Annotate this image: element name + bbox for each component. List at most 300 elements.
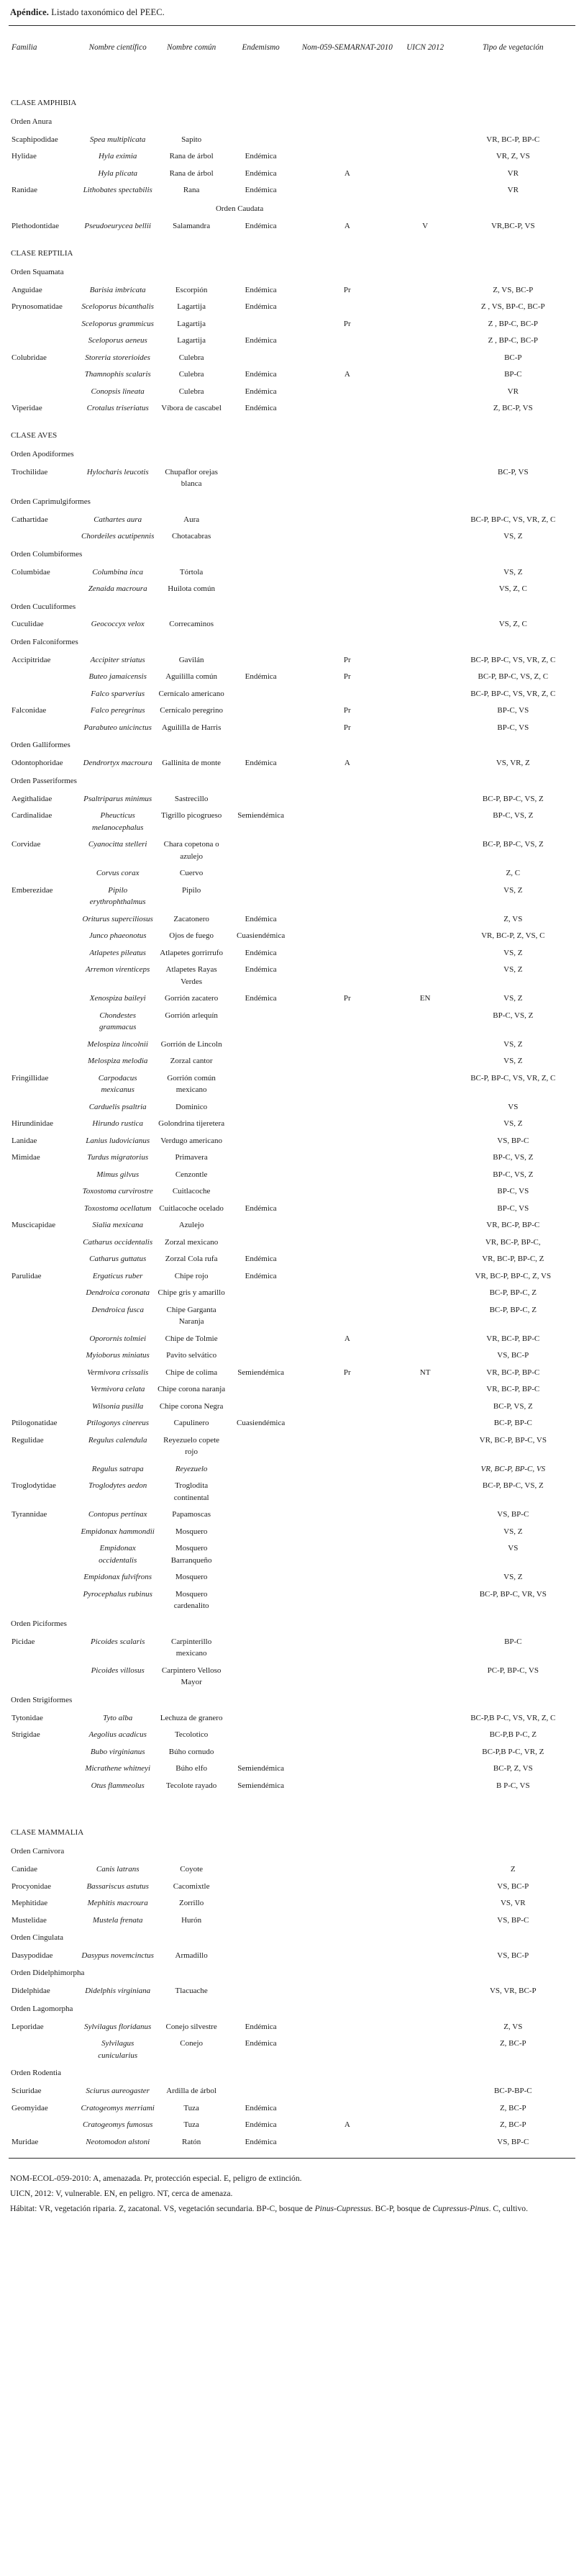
footnote-line: Hábitat: VR, vegetación riparia. Z, zacatonal. VS, vegetación secundaria. BP-C, bosque de Pinus-Cupressus. BC-P, bosque de Cupressus-Pinus. C, cultivo.: [10, 2203, 529, 2213]
cell-familia: [9, 166, 80, 183]
cell-cientifico: Catharus guttatus: [89, 1255, 147, 1264]
column-header-endemismo: Endemismo: [242, 43, 280, 52]
cell-uicn: [400, 1398, 451, 1416]
cell-nom059: [295, 564, 400, 582]
cell-uicn: [400, 333, 451, 350]
cell-uicn: [400, 686, 451, 703]
cell-familia: Anguidae: [12, 285, 42, 294]
cell-endemismo: [227, 512, 295, 529]
cell-endemismo: [227, 1099, 295, 1116]
cell-comun: Chipe de colima: [165, 1368, 218, 1377]
cell-uicn: [400, 1331, 451, 1348]
cell-nom059: [295, 1116, 400, 1133]
cell-endemismo: Endémica: [245, 2022, 277, 2031]
species-row: [9, 1365, 575, 1382]
cell-nom059: Pr: [343, 994, 351, 1003]
cell-familia: [9, 928, 80, 945]
cell-familia: [9, 1053, 80, 1070]
cell-familia: Hirundinidae: [12, 1119, 54, 1129]
cell-nom059: [295, 2035, 400, 2064]
species-row: [9, 1461, 575, 1478]
cell-familia: [9, 1331, 80, 1348]
cell-uicn: [400, 1415, 451, 1432]
cell-veg: BC-P-BP-C: [494, 2087, 532, 2096]
species-row: [9, 836, 575, 865]
cell-nom059: [295, 1948, 400, 1965]
empty-cell: [400, 199, 575, 219]
species-row: [9, 1415, 575, 1432]
cell-cientifico: Pipilo erythrophthalmus: [89, 885, 146, 907]
cell-endemismo: [227, 1744, 295, 1761]
cell-endemismo: [227, 1983, 295, 2000]
cell-comun: Primavera: [175, 1153, 208, 1162]
cell-familia: Geomyidae: [12, 2103, 48, 2112]
cell-cientifico: Canis latrans: [96, 1865, 140, 1874]
cell-endemismo: [227, 1347, 295, 1365]
cell-veg: VR, BC-P, Z, VS, C: [481, 931, 545, 941]
cell-uicn: [400, 652, 451, 669]
cell-veg: VS, Z: [503, 1057, 523, 1066]
cell-veg: VR, BC-P, BP-C: [486, 1334, 540, 1343]
cell-familia: Strigidae: [12, 1730, 40, 1740]
species-row: [9, 1879, 575, 1896]
cell-veg: VS, VR, BC-P: [489, 1987, 537, 1996]
species-row: [9, 1331, 575, 1348]
cell-cientifico: Mustela frenata: [92, 1915, 143, 1925]
cell-comun: Zorzal mexicano: [165, 1237, 219, 1247]
cell-cientifico: Sylvilagus floridanus: [84, 2022, 152, 2031]
cell-comun: Zacatonero: [173, 914, 209, 923]
cell-veg: Z, BC-P: [499, 2120, 526, 2130]
cell-familia: Parulidae: [12, 1271, 42, 1280]
cell-veg: BP-C: [504, 370, 522, 379]
cell-uicn: [400, 791, 451, 808]
cell-uicn: [400, 2134, 451, 2151]
cell-nom059: [295, 865, 400, 882]
cell-endemismo: [227, 1331, 295, 1348]
order-heading-row: [9, 598, 575, 617]
column-header-uicn-2012: UICN 2012: [406, 43, 444, 52]
document-title: [10, 7, 575, 18]
cell-nom059: [295, 148, 400, 166]
cell-endemismo: [227, 702, 295, 720]
cell-nom059: [295, 1268, 400, 1285]
cell-veg: VR: [507, 168, 519, 178]
cell-familia: Odontophoridae: [12, 759, 63, 768]
cell-veg: VS: [508, 1544, 519, 1553]
cell-veg: Z, BC-P, VS: [493, 404, 533, 413]
order-heading: Orden Galliformes: [11, 741, 70, 750]
cell-nom059: [295, 1710, 400, 1727]
species-row: [9, 1116, 575, 1133]
species-row: [9, 333, 575, 350]
cell-endemismo: [227, 720, 295, 737]
cell-endemismo: Endémica: [245, 152, 277, 161]
species-row: [9, 1133, 575, 1150]
species-row: [9, 669, 575, 686]
cell-comun: Tecolotico: [174, 1730, 209, 1740]
cell-veg: VS, BC-P: [497, 1881, 529, 1891]
species-row: [9, 1506, 575, 1524]
cell-endemismo: Endémica: [245, 2039, 277, 2048]
cell-nom059: [295, 1008, 400, 1036]
column-header-nombre-comun: Nombre común: [166, 43, 216, 52]
cell-nom059: [295, 1285, 400, 1302]
cell-nom059: [295, 928, 400, 945]
species-row: [9, 882, 575, 911]
cell-nom059: [295, 132, 400, 149]
cell-endemismo: Endémica: [245, 914, 277, 923]
species-row: [9, 2134, 575, 2151]
species-row: [9, 865, 575, 882]
cell-cientifico: Parabuteo unicinctus: [83, 723, 152, 732]
cell-cientifico: Pyrocephalus rubinus: [83, 1589, 152, 1599]
cell-uicn: [400, 166, 451, 183]
cell-nom059: Pr: [343, 655, 351, 664]
cell-comun: Gorrión zacatero: [165, 994, 219, 1003]
cell-nom059: A: [344, 759, 350, 768]
cell-veg: BP-C, VS: [497, 723, 529, 732]
species-row: [9, 464, 575, 493]
order-heading: Orden Passeriformes: [11, 776, 77, 785]
class-heading: CLASE REPTILIA: [11, 248, 73, 258]
cell-familia: [9, 333, 80, 350]
cell-endemismo: Semiendémica: [237, 811, 285, 821]
cell-endemismo: Cuasiendémica: [237, 1419, 286, 1428]
cell-nom059: [295, 2100, 400, 2118]
cell-uicn: [400, 865, 451, 882]
cell-cientifico: Empidonax hammondii: [81, 1527, 155, 1536]
cell-familia: [9, 1099, 80, 1116]
cell-endemismo: [227, 1710, 295, 1727]
cell-cientifico: Sciurus aureogaster: [86, 2087, 150, 2096]
cell-veg: VR, BC-P, BP-C,: [485, 1237, 541, 1247]
cell-veg: VR, BC-P, BP-C, Z, VS: [475, 1271, 552, 1280]
cell-uicn: [400, 1744, 451, 1761]
cell-nom059: [295, 1133, 400, 1150]
cell-uicn: [400, 1251, 451, 1268]
column-header-tipo-vegetacion: Tipo de vegetación: [483, 43, 544, 52]
cell-veg: BP-C, VS: [497, 706, 529, 715]
cell-veg: Z, BC-P: [499, 2039, 526, 2048]
cell-familia: Cathartidae: [12, 515, 48, 524]
cell-comun: Ardilla de árbol: [166, 2087, 216, 2096]
cell-familia: Mephitidae: [12, 1899, 48, 1907]
cell-nom059: [295, 1879, 400, 1896]
cell-familia: [9, 1778, 80, 1795]
cell-veg: BP-C, VS, Z: [493, 1170, 534, 1179]
cell-veg: VR, Z, VS: [496, 152, 530, 161]
cell-cientifico: Hyla eximia: [98, 152, 137, 161]
cell-veg: BP-C, VS, Z: [493, 1011, 534, 1020]
cell-comun: Reyezuelo: [175, 1464, 208, 1473]
cell-comun: Capulinero: [173, 1419, 209, 1428]
order-heading-row: [9, 1691, 575, 1710]
cell-familia: [9, 1008, 80, 1036]
cell-uicn: [400, 1234, 451, 1252]
cell-nom059: [295, 791, 400, 808]
cell-comun: Ojos de fuego: [169, 931, 214, 941]
species-row: [9, 400, 575, 417]
class-heading: CLASE AVES: [11, 430, 58, 440]
order-heading: Orden Caprimulgiformes: [11, 497, 91, 506]
cell-comun: Gavilán: [178, 655, 204, 664]
cell-cientifico: Sialia mexicana: [92, 1221, 143, 1230]
species-row: [9, 1912, 575, 1930]
cell-comun: Gallinita de monte: [162, 759, 222, 768]
species-row: [9, 1201, 575, 1218]
cell-nom059: [295, 1381, 400, 1398]
cell-nom059: [295, 1461, 400, 1478]
order-heading-row: [9, 2000, 575, 2019]
cell-comun: Carpinterillo mexicano: [171, 1637, 212, 1658]
cell-veg: BC-P,B P-C, Z: [489, 1730, 537, 1740]
column-header-nom-059: Nom-059-SEMARNAT-2010: [301, 43, 393, 52]
species-row: [9, 2083, 575, 2100]
cell-familia: [9, 865, 80, 882]
cell-endemismo: Endémica: [245, 965, 277, 975]
cell-comun: Papamoscas: [172, 1510, 211, 1519]
species-row: [9, 911, 575, 928]
cell-endemismo: [227, 464, 295, 493]
cell-familia: Ptilogonatidae: [12, 1419, 58, 1428]
cell-veg: Z, VS: [503, 914, 523, 923]
cell-uicn: [400, 882, 451, 911]
cell-comun: Lechuza de granero: [160, 1713, 223, 1722]
cell-uicn: [400, 581, 451, 598]
cell-nom059: [295, 528, 400, 546]
cell-veg: Z , BP-C, BC-P: [488, 336, 538, 345]
cell-comun: Cuitlacoche: [172, 1187, 211, 1196]
cell-endemismo: [227, 1381, 295, 1398]
cell-comun: Búho cornudo: [168, 1747, 214, 1756]
species-row: [9, 2019, 575, 2036]
cell-uicn: [400, 564, 451, 582]
cell-veg: PC-P, BP-C, VS: [487, 1666, 539, 1675]
order-heading: Orden Columbiformes: [11, 549, 83, 559]
species-row: [9, 1302, 575, 1331]
cell-uicn: [400, 1116, 451, 1133]
cell-comun: Mosquero: [175, 1573, 208, 1582]
species-row: [9, 1663, 575, 1691]
cell-comun: Atlapetes gorrirrufo: [160, 948, 223, 957]
cell-veg: BP-C, VS: [497, 1203, 529, 1213]
cell-nom059: [295, 808, 400, 836]
cell-veg: Z, VS, BC-P: [493, 285, 534, 294]
species-row: [9, 1948, 575, 1965]
cell-veg: VS: [508, 1102, 519, 1111]
cell-nom059: [295, 400, 400, 417]
cell-uicn: [400, 2019, 451, 2036]
order-heading-row: [9, 633, 575, 652]
order-heading-row: [9, 446, 575, 464]
cell-uicn: [400, 1778, 451, 1795]
column-header-nombre-cientifico: Nombre científico: [88, 43, 147, 52]
class-heading-row: [9, 417, 575, 446]
cell-nom059: [295, 911, 400, 928]
species-row: [9, 1183, 575, 1201]
cell-uicn: [400, 1569, 451, 1586]
species-row: [9, 1268, 575, 1285]
cell-familia: [9, 366, 80, 384]
cell-cientifico: Buteo jamaicensis: [88, 672, 147, 682]
cell-familia: Picidae: [12, 1637, 35, 1646]
cell-nom059: [295, 1663, 400, 1691]
cell-endemismo: [227, 1398, 295, 1416]
cell-uicn: [400, 400, 451, 417]
cell-familia: [9, 962, 80, 990]
cell-endemismo: [227, 1217, 295, 1234]
cell-cientifico: Sceloporus grammicus: [81, 319, 154, 328]
cell-veg: BC-P, BP-C, VS, VR, Z, C: [470, 655, 556, 664]
cell-nom059: A: [344, 370, 350, 379]
order-heading: Orden Rodentia: [11, 2069, 61, 2078]
cell-endemismo: [227, 1634, 295, 1663]
cell-cientifico: Ptilogonys cinereus: [86, 1419, 150, 1428]
cell-familia: [9, 1365, 80, 1382]
cell-nom059: [295, 1912, 400, 1930]
cell-nom059: [295, 1506, 400, 1524]
cell-uicn: [400, 350, 451, 367]
taxonomic-table: [9, 26, 575, 2151]
species-row: [9, 1347, 575, 1365]
species-row: [9, 1540, 575, 1569]
cell-uicn: [400, 1285, 451, 1302]
cell-veg: VR: [507, 186, 519, 195]
cell-comun: Cuervo: [179, 869, 204, 878]
cell-veg: BC-P, BP-C, Z: [489, 1305, 537, 1314]
cell-comun: Chipe rojo: [174, 1271, 209, 1280]
cell-uicn: [400, 2035, 451, 2064]
cell-cientifico: Lithobates spectabilis: [83, 186, 152, 195]
cell-nom059: A: [344, 1334, 350, 1343]
cell-nom059: [295, 1053, 400, 1070]
cell-uicn: [400, 1201, 451, 1218]
cell-endemismo: [227, 1234, 295, 1252]
order-heading: Orden Falconiformes: [11, 637, 78, 646]
cell-endemismo: [227, 616, 295, 633]
cell-veg: VR, BC-P, BP-C: [486, 1221, 540, 1230]
cell-veg: VS, BC-P: [497, 1351, 529, 1360]
class-heading-row: [9, 1794, 575, 1843]
cell-cientifico: Junco phaeonotus: [88, 931, 147, 941]
cell-comun: Hurón: [181, 1915, 202, 1925]
order-heading-row: [9, 2064, 575, 2083]
cell-veg: BC-P,B P-C, VR, Z: [482, 1747, 544, 1756]
cell-cientifico: Toxostoma curvirostre: [82, 1187, 153, 1196]
cell-endemismo: Endémica: [245, 1203, 277, 1213]
order-heading: Orden Didelphimorpha: [11, 1969, 85, 1978]
cell-cientifico: Cyanocitta stelleri: [88, 840, 147, 849]
cell-familia: [9, 1036, 80, 1054]
cell-nom059: Pr: [343, 285, 351, 294]
cell-cientifico: Regulus satrapa: [91, 1464, 144, 1473]
cell-uicn: [400, 366, 451, 384]
cell-veg: BC-P, Z, VS: [493, 1764, 533, 1773]
cell-nom059: [295, 1634, 400, 1663]
cell-endemismo: Endémica: [245, 404, 277, 413]
cell-veg: Z, BC-P: [499, 2103, 526, 2112]
cell-comun: Aura: [183, 515, 200, 524]
cell-nom059: [295, 1201, 400, 1218]
cell-comun: Armadillo: [175, 1951, 208, 1960]
cell-familia: Prynosomatidae: [12, 302, 63, 312]
cell-nom059: [295, 1234, 400, 1252]
cell-familia: [9, 1285, 80, 1302]
cell-comun: Pipilo: [181, 885, 201, 895]
cell-comun: Culebra: [178, 387, 204, 396]
cell-familia: Canidae: [12, 1865, 38, 1874]
cell-comun: Cernícalo americano: [158, 689, 224, 698]
order-heading-row: [9, 113, 575, 132]
cell-endemismo: [227, 316, 295, 333]
cell-cientifico: Dendroica coronata: [86, 1288, 150, 1298]
cell-endemismo: [227, 1070, 295, 1099]
cell-uicn: [400, 1133, 451, 1150]
cell-comun: Rana de árbol: [169, 152, 214, 161]
cell-uicn: [400, 1008, 451, 1036]
cell-cientifico: Psaltriparus minimus: [83, 794, 152, 803]
cell-nom059: [295, 1586, 400, 1615]
cell-nom059: [295, 1217, 400, 1234]
cell-nom059: [295, 2019, 400, 2036]
species-row: [9, 686, 575, 703]
footnote-line: NOM-ECOL-059-2010: A, amenazada. Pr, protección especial. E, peligro de extinción.: [10, 2174, 302, 2184]
cell-nom059: [295, 1167, 400, 1184]
table-header: [9, 26, 575, 85]
species-row: [9, 1634, 575, 1663]
cell-endemismo: [227, 1036, 295, 1054]
cell-uicn: [400, 1586, 451, 1615]
cell-comun: Gorrión común mexicano: [167, 1073, 216, 1095]
cell-endemismo: [227, 1879, 295, 1896]
cell-uicn: [400, 1710, 451, 1727]
cell-uicn: [400, 1948, 451, 1965]
order-heading-row: [9, 736, 575, 755]
cell-nom059: [295, 1070, 400, 1099]
cell-uicn: [400, 1912, 451, 1930]
cell-familia: [9, 1398, 80, 1416]
cell-cientifico: Dasypus novemcinctus: [81, 1951, 154, 1960]
cell-uicn: [400, 1347, 451, 1365]
cell-comun: Cacomixtle: [173, 1881, 210, 1891]
cell-veg: VS, Z: [503, 532, 523, 541]
footnotes: [9, 2171, 575, 2216]
cell-nom059: [295, 1778, 400, 1795]
cell-endemismo: Endémica: [245, 2120, 277, 2130]
species-row: [9, 1569, 575, 1586]
cell-veg: BC-P, BP-C, VS, Z: [482, 840, 544, 849]
cell-comun: Golondrina tijeretera: [158, 1119, 225, 1129]
cell-familia: [9, 1761, 80, 1778]
cell-familia: [9, 686, 80, 703]
species-row: [9, 316, 575, 333]
species-row: [9, 1710, 575, 1727]
species-row: [9, 1478, 575, 1506]
cell-endemismo: Endémica: [245, 186, 277, 195]
cell-cientifico: Catharus occidentalis: [83, 1237, 153, 1247]
cell-endemismo: Cuasiendémica: [237, 931, 286, 941]
cell-comun: Aguililla común: [165, 672, 218, 682]
order-heading: Orden Cingulata: [11, 1933, 64, 1942]
cell-endemismo: [227, 1133, 295, 1150]
cell-veg: VR,BC-P, VS: [491, 222, 535, 231]
cell-comun: Conejo silvestre: [165, 2022, 217, 2031]
title-label: Apéndice.: [10, 7, 50, 17]
cell-endemismo: Endémica: [245, 302, 277, 312]
cell-veg: VS, Z: [503, 1039, 523, 1049]
order-heading: Orden Strigiformes: [11, 1695, 73, 1704]
